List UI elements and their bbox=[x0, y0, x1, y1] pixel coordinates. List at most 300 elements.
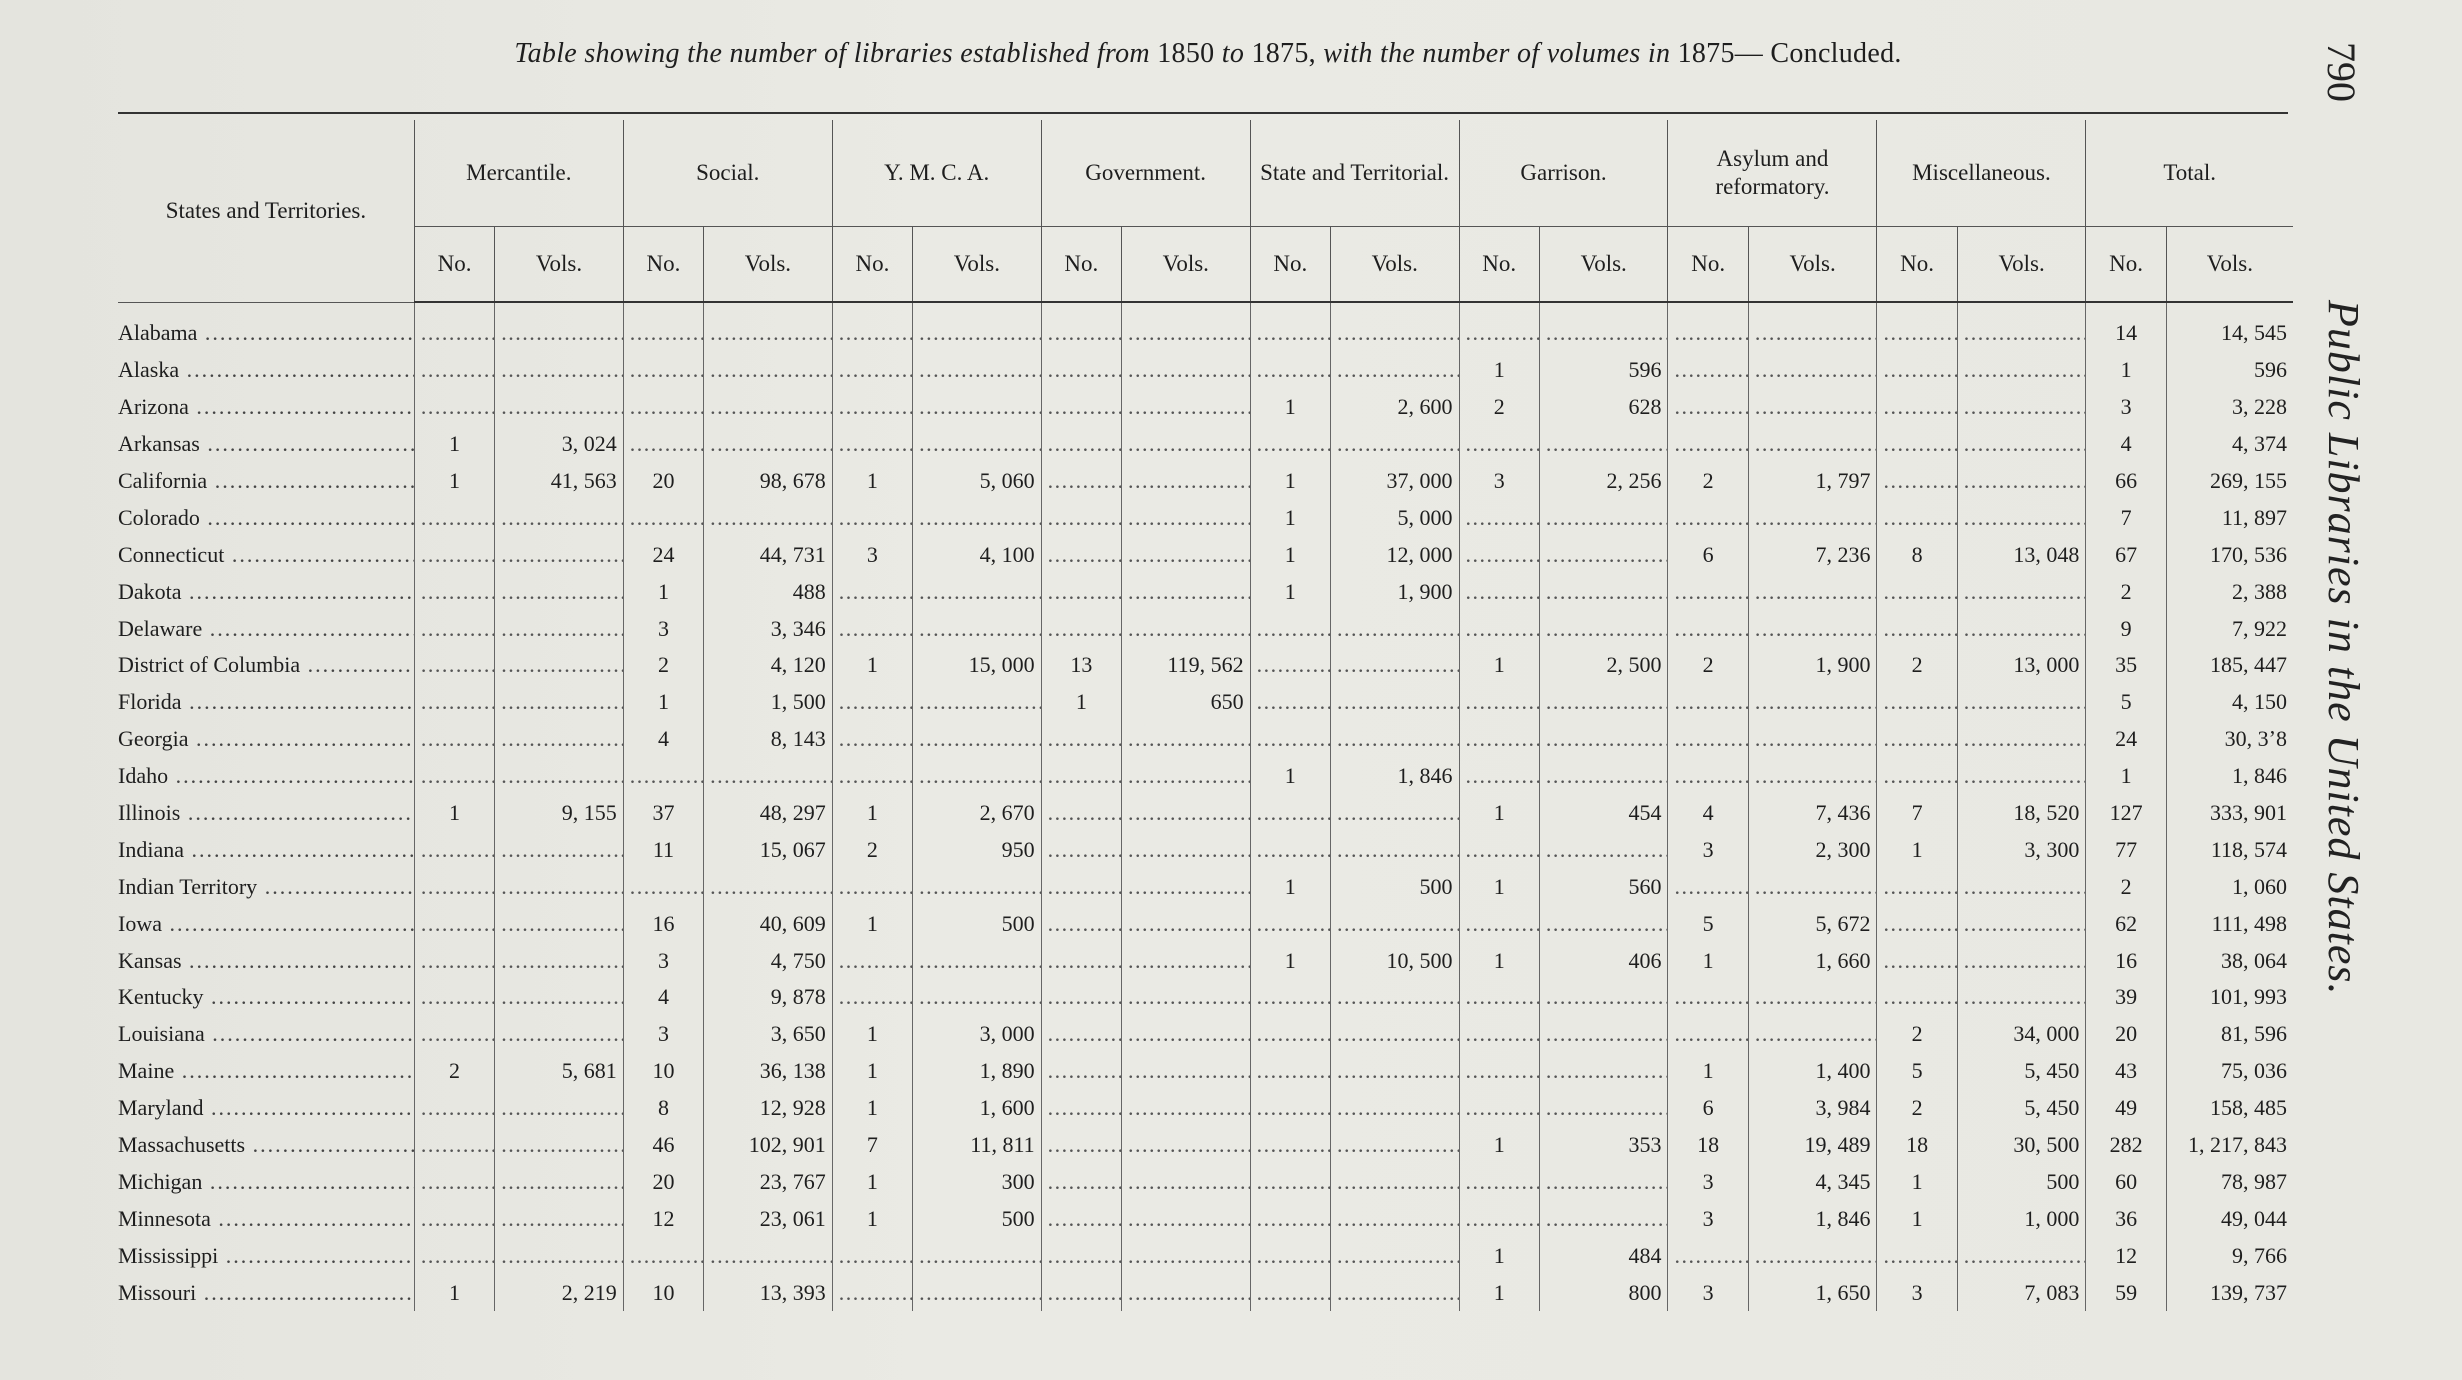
count-cell: 12 bbox=[623, 1200, 703, 1237]
count-cell: 1 bbox=[832, 1090, 912, 1127]
table-row bbox=[118, 721, 2293, 758]
volumes-cell bbox=[1330, 684, 1459, 721]
count-cell: 77 bbox=[2086, 831, 2166, 868]
count-cell bbox=[832, 942, 912, 979]
count-cell: 4 bbox=[1668, 795, 1748, 832]
sub-header-vols: Vols. bbox=[913, 227, 1042, 303]
group-header-mercantile: Mercantile. bbox=[414, 120, 623, 227]
count-cell bbox=[1459, 573, 1539, 610]
group-header-state-territorial: State and Territorial. bbox=[1250, 120, 1459, 227]
state-name: Massachusetts ..... bbox=[118, 1127, 414, 1164]
group-header-row bbox=[118, 120, 2293, 227]
count-cell: 39 bbox=[2086, 979, 2166, 1016]
volumes-cell: 800 bbox=[1539, 1274, 1668, 1311]
volumes-cell bbox=[1957, 721, 2086, 758]
volumes-cell bbox=[495, 573, 624, 610]
volumes-cell: 11, 811 bbox=[913, 1127, 1042, 1164]
count-cell bbox=[1877, 721, 1957, 758]
count-cell bbox=[832, 389, 912, 426]
volumes-cell bbox=[495, 721, 624, 758]
volumes-cell bbox=[1748, 721, 1877, 758]
count-cell: 11 bbox=[623, 831, 703, 868]
volumes-cell: 4, 374 bbox=[2166, 426, 2293, 463]
volumes-cell: 7, 436 bbox=[1748, 795, 1877, 832]
count-cell bbox=[623, 868, 703, 905]
volumes-cell bbox=[1122, 795, 1251, 832]
volumes-cell bbox=[495, 868, 624, 905]
volumes-cell bbox=[495, 536, 624, 573]
count-cell bbox=[1668, 610, 1748, 647]
volumes-cell bbox=[495, 979, 624, 1016]
count-cell bbox=[1250, 1016, 1330, 1053]
volumes-cell: 596 bbox=[2166, 352, 2293, 389]
table-row bbox=[118, 426, 2293, 463]
count-cell bbox=[1459, 684, 1539, 721]
table-row bbox=[118, 352, 2293, 389]
volumes-cell: 5, 060 bbox=[913, 463, 1042, 500]
table-row bbox=[118, 905, 2293, 942]
volumes-cell bbox=[1122, 1090, 1251, 1127]
count-cell bbox=[1041, 573, 1121, 610]
group-header-garrison: Garrison. bbox=[1459, 120, 1668, 227]
volumes-cell: 48, 297 bbox=[704, 795, 833, 832]
table-row bbox=[118, 942, 2293, 979]
count-cell: 9 bbox=[2086, 610, 2166, 647]
count-cell: 1 bbox=[1459, 942, 1539, 979]
count-cell bbox=[1250, 1274, 1330, 1311]
sub-header-no: No. bbox=[414, 227, 494, 303]
volumes-cell bbox=[495, 905, 624, 942]
count-cell bbox=[832, 684, 912, 721]
count-cell bbox=[1041, 389, 1121, 426]
count-cell: 2 bbox=[832, 831, 912, 868]
count-cell bbox=[1668, 721, 1748, 758]
count-cell: 60 bbox=[2086, 1163, 2166, 1200]
volumes-cell: 185, 447 bbox=[2166, 647, 2293, 684]
volumes-cell bbox=[495, 610, 624, 647]
volumes-cell bbox=[495, 758, 624, 795]
volumes-cell: 5, 450 bbox=[1957, 1053, 2086, 1090]
sub-header-vols: Vols. bbox=[704, 227, 833, 303]
count-cell bbox=[414, 352, 494, 389]
volumes-cell bbox=[1330, 426, 1459, 463]
volumes-cell bbox=[1122, 610, 1251, 647]
state-name: District of Columbia ..... bbox=[118, 647, 414, 684]
page-number: 790 bbox=[2319, 42, 2364, 102]
table-row bbox=[118, 499, 2293, 536]
count-cell bbox=[1877, 499, 1957, 536]
count-cell bbox=[1459, 1163, 1539, 1200]
volumes-cell bbox=[1957, 758, 2086, 795]
volumes-cell bbox=[1748, 352, 1877, 389]
state-name: Arizona ..... bbox=[118, 389, 414, 426]
volumes-cell bbox=[1957, 1237, 2086, 1274]
volumes-cell bbox=[1748, 499, 1877, 536]
volumes-cell bbox=[1330, 610, 1459, 647]
count-cell bbox=[1668, 573, 1748, 610]
state-name: Kansas ..... bbox=[118, 942, 414, 979]
volumes-cell: 102, 901 bbox=[704, 1127, 833, 1164]
count-cell bbox=[414, 1127, 494, 1164]
count-cell: 3 bbox=[623, 942, 703, 979]
count-cell: 6 bbox=[1668, 1090, 1748, 1127]
count-cell bbox=[1250, 302, 1330, 352]
count-cell: 3 bbox=[1459, 463, 1539, 500]
volumes-cell: 81, 596 bbox=[2166, 1016, 2293, 1053]
volumes-cell: 353 bbox=[1539, 1127, 1668, 1164]
volumes-cell bbox=[1748, 1237, 1877, 1274]
count-cell: 2 bbox=[2086, 573, 2166, 610]
volumes-cell: 3, 000 bbox=[913, 1016, 1042, 1053]
volumes-cell bbox=[1122, 721, 1251, 758]
count-cell: 18 bbox=[1668, 1127, 1748, 1164]
state-name: Georgia ..... bbox=[118, 721, 414, 758]
volumes-cell bbox=[1122, 1016, 1251, 1053]
volumes-cell bbox=[495, 831, 624, 868]
count-cell: 12 bbox=[2086, 1237, 2166, 1274]
volumes-cell bbox=[495, 302, 624, 352]
count-cell bbox=[832, 302, 912, 352]
table-row bbox=[118, 1016, 2293, 1053]
count-cell: 2 bbox=[1877, 1090, 1957, 1127]
volumes-cell bbox=[704, 758, 833, 795]
count-cell bbox=[1041, 499, 1121, 536]
count-cell bbox=[1668, 302, 1748, 352]
volumes-cell bbox=[1122, 979, 1251, 1016]
volumes-cell: 3, 984 bbox=[1748, 1090, 1877, 1127]
volumes-cell bbox=[913, 426, 1042, 463]
volumes-cell: 1, 900 bbox=[1748, 647, 1877, 684]
state-name: California ..... bbox=[118, 463, 414, 500]
count-cell bbox=[1668, 352, 1748, 389]
count-cell: 7 bbox=[2086, 499, 2166, 536]
volumes-cell: 2, 219 bbox=[495, 1274, 624, 1311]
count-cell bbox=[1041, 758, 1121, 795]
volumes-cell: 14, 545 bbox=[2166, 302, 2293, 352]
count-cell bbox=[1250, 610, 1330, 647]
count-cell bbox=[1459, 758, 1539, 795]
volumes-cell bbox=[1539, 499, 1668, 536]
table-row bbox=[118, 758, 2293, 795]
count-cell: 1 bbox=[1668, 1053, 1748, 1090]
volumes-cell: 2, 388 bbox=[2166, 573, 2293, 610]
volumes-cell bbox=[1539, 573, 1668, 610]
count-cell bbox=[1668, 1237, 1748, 1274]
count-cell: 37 bbox=[623, 795, 703, 832]
count-cell: 1 bbox=[1250, 536, 1330, 573]
count-cell: 1 bbox=[1250, 499, 1330, 536]
count-cell: 1 bbox=[832, 1200, 912, 1237]
count-cell bbox=[1041, 868, 1121, 905]
volumes-cell: 596 bbox=[1539, 352, 1668, 389]
count-cell: 1 bbox=[832, 1163, 912, 1200]
count-cell: 2 bbox=[2086, 868, 2166, 905]
volumes-cell bbox=[1122, 389, 1251, 426]
volumes-cell: 1, 600 bbox=[913, 1090, 1042, 1127]
volumes-cell: 7, 083 bbox=[1957, 1274, 2086, 1311]
table-caption bbox=[118, 38, 2298, 70]
table-row bbox=[118, 302, 2293, 352]
volumes-cell bbox=[1748, 302, 1877, 352]
count-cell: 16 bbox=[623, 905, 703, 942]
volumes-cell bbox=[704, 389, 833, 426]
count-cell bbox=[1250, 352, 1330, 389]
count-cell bbox=[1250, 426, 1330, 463]
count-cell bbox=[414, 1200, 494, 1237]
count-cell: 16 bbox=[2086, 942, 2166, 979]
count-cell: 7 bbox=[1877, 795, 1957, 832]
count-cell: 5 bbox=[1877, 1053, 1957, 1090]
count-cell bbox=[1041, 1090, 1121, 1127]
volumes-cell: 454 bbox=[1539, 795, 1668, 832]
volumes-cell bbox=[1330, 302, 1459, 352]
volumes-cell bbox=[495, 647, 624, 684]
volumes-cell bbox=[1539, 1200, 1668, 1237]
volumes-cell bbox=[1330, 905, 1459, 942]
volumes-cell: 2, 600 bbox=[1330, 389, 1459, 426]
state-name: Maryland ..... bbox=[118, 1090, 414, 1127]
sub-header-vols: Vols. bbox=[1957, 227, 2086, 303]
state-name: Connecticut ..... bbox=[118, 536, 414, 573]
count-cell bbox=[1459, 1200, 1539, 1237]
volumes-cell bbox=[913, 868, 1042, 905]
state-name: Minnesota ..... bbox=[118, 1200, 414, 1237]
states-header: States and Territories. bbox=[118, 120, 414, 302]
count-cell bbox=[623, 389, 703, 426]
volumes-cell bbox=[1122, 1053, 1251, 1090]
count-cell bbox=[1877, 463, 1957, 500]
volumes-cell bbox=[1539, 302, 1668, 352]
count-cell: 1 bbox=[1459, 1237, 1539, 1274]
volumes-cell: 15, 067 bbox=[704, 831, 833, 868]
volumes-cell bbox=[1122, 1127, 1251, 1164]
count-cell bbox=[832, 868, 912, 905]
count-cell: 3 bbox=[1668, 1163, 1748, 1200]
volumes-cell: 2, 670 bbox=[913, 795, 1042, 832]
volumes-cell: 484 bbox=[1539, 1237, 1668, 1274]
state-name: Iowa ..... bbox=[118, 905, 414, 942]
volumes-cell: 1, 000 bbox=[1957, 1200, 2086, 1237]
count-cell bbox=[414, 721, 494, 758]
count-cell bbox=[1877, 426, 1957, 463]
sub-header-vols: Vols. bbox=[1748, 227, 1877, 303]
volumes-cell: 12, 928 bbox=[704, 1090, 833, 1127]
volumes-cell bbox=[704, 1237, 833, 1274]
volumes-cell: 13, 000 bbox=[1957, 647, 2086, 684]
volumes-cell bbox=[913, 721, 1042, 758]
count-cell: 1 bbox=[1250, 942, 1330, 979]
count-cell bbox=[1041, 1200, 1121, 1237]
count-cell: 1 bbox=[1877, 831, 1957, 868]
volumes-cell bbox=[1748, 573, 1877, 610]
count-cell bbox=[832, 352, 912, 389]
volumes-cell bbox=[1957, 942, 2086, 979]
table-row bbox=[118, 1127, 2293, 1164]
volumes-cell bbox=[1957, 389, 2086, 426]
state-name: Florida ..... bbox=[118, 684, 414, 721]
volumes-cell: 1, 217, 843 bbox=[2166, 1127, 2293, 1164]
count-cell: 59 bbox=[2086, 1274, 2166, 1311]
count-cell: 2 bbox=[1668, 647, 1748, 684]
count-cell: 1 bbox=[1250, 868, 1330, 905]
volumes-cell: 4, 120 bbox=[704, 647, 833, 684]
state-name: Michigan ..... bbox=[118, 1163, 414, 1200]
volumes-cell bbox=[1748, 426, 1877, 463]
volumes-cell bbox=[704, 302, 833, 352]
volumes-cell: 300 bbox=[913, 1163, 1042, 1200]
state-name: Illinois ..... bbox=[118, 795, 414, 832]
volumes-cell bbox=[1330, 1127, 1459, 1164]
count-cell bbox=[1250, 1090, 1330, 1127]
count-cell bbox=[414, 942, 494, 979]
count-cell bbox=[1668, 389, 1748, 426]
volumes-cell: 1, 400 bbox=[1748, 1053, 1877, 1090]
count-cell: 1 bbox=[832, 463, 912, 500]
count-cell: 127 bbox=[2086, 795, 2166, 832]
count-cell: 1 bbox=[2086, 758, 2166, 795]
volumes-cell: 650 bbox=[1122, 684, 1251, 721]
count-cell: 1 bbox=[832, 795, 912, 832]
volumes-cell bbox=[1539, 831, 1668, 868]
count-cell: 10 bbox=[623, 1053, 703, 1090]
count-cell bbox=[1877, 352, 1957, 389]
count-cell bbox=[1459, 499, 1539, 536]
count-cell bbox=[1250, 979, 1330, 1016]
caption-year-3: 1875 bbox=[1677, 38, 1735, 69]
table-row bbox=[118, 868, 2293, 905]
volumes-cell bbox=[1957, 868, 2086, 905]
volumes-cell: 488 bbox=[704, 573, 833, 610]
volumes-cell: 950 bbox=[913, 831, 1042, 868]
volumes-cell bbox=[913, 979, 1042, 1016]
volumes-cell bbox=[1330, 1053, 1459, 1090]
count-cell bbox=[832, 573, 912, 610]
caption-tail: — Concluded. bbox=[1734, 38, 1902, 69]
count-cell: 49 bbox=[2086, 1090, 2166, 1127]
volumes-cell bbox=[1957, 352, 2086, 389]
sub-header-vols: Vols. bbox=[1539, 227, 1668, 303]
volumes-cell: 119, 562 bbox=[1122, 647, 1251, 684]
volumes-cell: 1, 846 bbox=[1748, 1200, 1877, 1237]
volumes-cell bbox=[913, 1274, 1042, 1311]
volumes-cell bbox=[1122, 302, 1251, 352]
volumes-cell bbox=[913, 573, 1042, 610]
count-cell: 3 bbox=[832, 536, 912, 573]
volumes-cell bbox=[704, 868, 833, 905]
count-cell: 1 bbox=[1459, 647, 1539, 684]
volumes-cell bbox=[1539, 721, 1668, 758]
volumes-cell bbox=[1539, 1090, 1668, 1127]
volumes-cell: 500 bbox=[1330, 868, 1459, 905]
volumes-cell bbox=[1330, 352, 1459, 389]
state-name: Kentucky ..... bbox=[118, 979, 414, 1016]
count-cell: 8 bbox=[1877, 536, 1957, 573]
table-row bbox=[118, 979, 2293, 1016]
volumes-cell: 30, 3ʼ8 bbox=[2166, 721, 2293, 758]
count-cell bbox=[414, 536, 494, 573]
count-cell bbox=[1877, 302, 1957, 352]
volumes-cell bbox=[1748, 979, 1877, 1016]
count-cell bbox=[1459, 536, 1539, 573]
volumes-cell: 2, 256 bbox=[1539, 463, 1668, 500]
volumes-cell: 9, 878 bbox=[704, 979, 833, 1016]
volumes-cell: 5, 681 bbox=[495, 1053, 624, 1090]
count-cell bbox=[1041, 536, 1121, 573]
count-cell: 2 bbox=[1668, 463, 1748, 500]
volumes-cell bbox=[1122, 831, 1251, 868]
volumes-cell: 1, 060 bbox=[2166, 868, 2293, 905]
volumes-cell bbox=[1122, 1200, 1251, 1237]
group-header-social: Social. bbox=[623, 120, 832, 227]
volumes-cell bbox=[1539, 1163, 1668, 1200]
count-cell bbox=[414, 1163, 494, 1200]
caption-text-1: Table showing the number of libraries established from bbox=[514, 38, 1150, 69]
group-header-miscellaneous: Miscellaneous. bbox=[1877, 120, 2086, 227]
count-cell bbox=[414, 302, 494, 352]
volumes-cell bbox=[1748, 868, 1877, 905]
count-cell bbox=[1877, 610, 1957, 647]
count-cell: 1 bbox=[832, 1016, 912, 1053]
count-cell bbox=[832, 1237, 912, 1274]
volumes-cell bbox=[1957, 905, 2086, 942]
volumes-cell: 333, 901 bbox=[2166, 795, 2293, 832]
sub-header-no: No. bbox=[1459, 227, 1539, 303]
count-cell: 1 bbox=[1250, 573, 1330, 610]
table-row bbox=[118, 1274, 2293, 1311]
count-cell bbox=[1459, 979, 1539, 1016]
count-cell bbox=[832, 758, 912, 795]
volumes-cell: 98, 678 bbox=[704, 463, 833, 500]
count-cell: 1 bbox=[2086, 352, 2166, 389]
volumes-cell: 23, 061 bbox=[704, 1200, 833, 1237]
sub-header-no: No. bbox=[1668, 227, 1748, 303]
caption-year-2: 1875, bbox=[1251, 38, 1316, 69]
sub-header-no: No. bbox=[2086, 227, 2166, 303]
count-cell: 13 bbox=[1041, 647, 1121, 684]
table-row bbox=[118, 831, 2293, 868]
state-name: Idaho ..... bbox=[118, 758, 414, 795]
table-row bbox=[118, 1163, 2293, 1200]
count-cell bbox=[414, 1090, 494, 1127]
volumes-cell: 19, 489 bbox=[1748, 1127, 1877, 1164]
table-row bbox=[118, 1053, 2293, 1090]
top-rule bbox=[118, 112, 2288, 114]
volumes-cell: 3, 650 bbox=[704, 1016, 833, 1053]
count-cell bbox=[1877, 868, 1957, 905]
volumes-cell bbox=[1122, 1163, 1251, 1200]
volumes-cell bbox=[1330, 831, 1459, 868]
volumes-cell: 30, 500 bbox=[1957, 1127, 2086, 1164]
count-cell bbox=[1250, 1237, 1330, 1274]
count-cell bbox=[1877, 905, 1957, 942]
count-cell: 1 bbox=[1250, 463, 1330, 500]
volumes-cell: 4, 345 bbox=[1748, 1163, 1877, 1200]
count-cell bbox=[1668, 979, 1748, 1016]
count-cell bbox=[1250, 684, 1330, 721]
count-cell bbox=[1250, 905, 1330, 942]
volumes-cell bbox=[1539, 426, 1668, 463]
volumes-cell bbox=[913, 1237, 1042, 1274]
volumes-cell bbox=[704, 426, 833, 463]
volumes-cell bbox=[1957, 684, 2086, 721]
count-cell bbox=[1668, 426, 1748, 463]
volumes-cell: 7, 236 bbox=[1748, 536, 1877, 573]
sub-header-vols: Vols. bbox=[1122, 227, 1251, 303]
sub-header-no: No. bbox=[832, 227, 912, 303]
volumes-cell: 628 bbox=[1539, 389, 1668, 426]
volumes-cell: 41, 563 bbox=[495, 463, 624, 500]
volumes-cell bbox=[913, 610, 1042, 647]
